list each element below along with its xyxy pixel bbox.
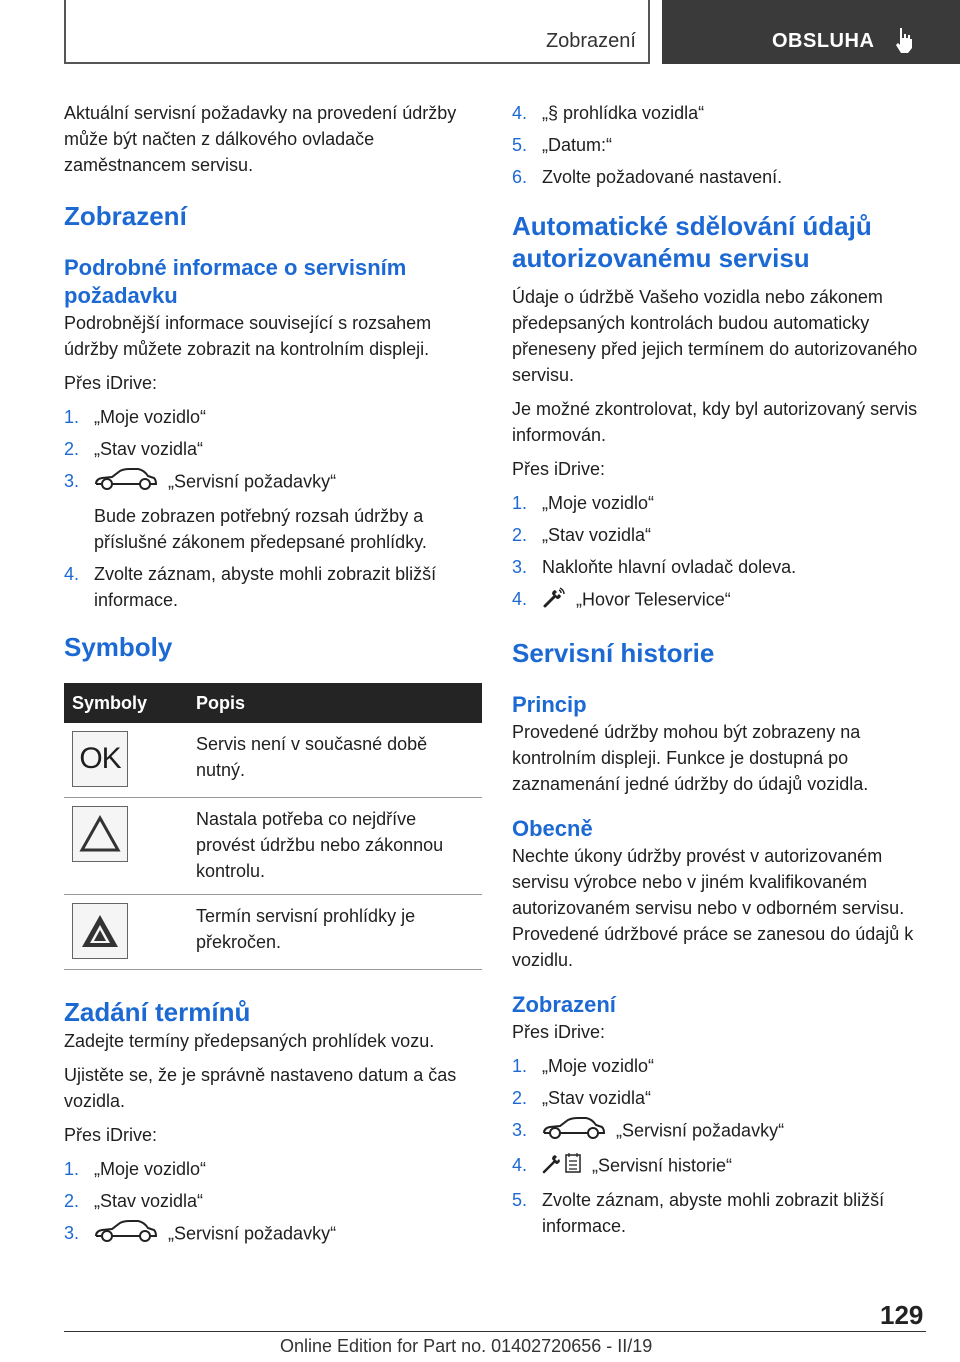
heading-display: Zobrazení <box>512 992 616 1017</box>
dates-text-1: Zadejte termíny předepsaných prohlídek vozu. <box>64 1031 435 1051</box>
list-item: 2. „Stav vozidla“ <box>512 1088 652 1108</box>
intro-text: Aktuální servisní požadavky na provedení údržby může být načten z dálkového ovladače zaměstnancem servisu. <box>64 103 457 175</box>
heading-symbols: Symboly <box>64 632 173 662</box>
list-item: 5. Zvolte záznam, abyste mohli zobrazit bližší informace. <box>512 1190 885 1236</box>
header-section-title: Zobrazení <box>545 30 636 52</box>
heading-general: Obecně <box>512 816 593 841</box>
chapter-label: OBSLUHA <box>772 30 875 52</box>
symbols-table <box>64 683 482 970</box>
steps-list <box>512 100 926 190</box>
pointing-hand-icon <box>894 26 914 59</box>
auto-text-2: Je možné zkontrolovat, kdy byl autorizovaný servis informován. <box>512 399 918 445</box>
heading-dates: Zadání termínů <box>64 997 251 1027</box>
car-icon <box>94 468 158 497</box>
list-item: 2. „Stav vozidla“ <box>64 439 204 459</box>
page-number: 129 <box>880 1300 924 1330</box>
table-row: Termín servisní prohlídky je překročen. <box>64 895 482 970</box>
heading-principle: Princip <box>512 692 587 717</box>
via-idrive: Přes iDrive: <box>64 373 158 393</box>
list-item: 3. „Servisní požadavky“ Bude zobrazen potřebný rozsah údržby a příslušné zákonem předepsané prohlídky. <box>64 468 482 555</box>
list-item: 6. Zvolte požadované nastavení. <box>512 167 783 187</box>
heading-display: Zobrazení <box>64 201 187 231</box>
footer-edition: Online Edition for Part no. 01402720656 - II/19 <box>280 1336 653 1356</box>
via-idrive-2: Přes iDrive: <box>64 1125 158 1145</box>
wrench-signal-icon <box>542 586 566 615</box>
list-item: 5. „Datum:“ <box>512 135 613 155</box>
header-chapter-tab <box>662 0 960 64</box>
table-header: Symboly <box>64 683 188 723</box>
list-item: 2. „Stav vozidla“ <box>64 1191 204 1211</box>
steps-list <box>64 404 482 613</box>
list-item: 4. „§ prohlídka vozidla“ <box>512 103 705 123</box>
list-item: 1. „Moje vozidlo“ <box>64 407 207 427</box>
via-idrive-2: Přes iDrive: <box>512 1022 606 1042</box>
details-text: Podrobnější informace související s rozsahem údržby můžete zobrazit na kontrolním displeji. <box>64 313 432 359</box>
step-sub-text: Bude zobrazen potřebný rozsah údržby a příslušné zákonem předepsané prohlídky. <box>94 506 427 552</box>
via-idrive: Přes iDrive: <box>512 459 606 479</box>
car-icon <box>542 1117 606 1146</box>
list-item: 4. Zvolte záznam, abyste mohli zobrazit bližší informace. <box>64 564 437 610</box>
triangle-exclamation-icon <box>72 903 128 959</box>
steps-list <box>64 1156 482 1249</box>
list-item: 2. „Stav vozidla“ <box>512 525 652 545</box>
heading-auto-transfer: Automatické sdělování údajů autorizovanému servisu <box>512 211 872 273</box>
triangle-outline-icon <box>72 806 128 862</box>
car-icon <box>94 1220 158 1249</box>
dates-text-2: Ujistěte se, že je správně nastaveno datum a čas vozidla. <box>64 1065 457 1111</box>
left-column <box>64 100 482 1255</box>
heading-details: Podrobné informace o servisním požadavku <box>64 255 407 308</box>
table-row: Nastala potřeba co nejdříve provést údržbu nebo zákonnou kontrolu. <box>64 798 482 895</box>
right-column <box>512 100 926 1245</box>
table-row: OK Servis není v současné době nutný. <box>64 723 482 798</box>
list-item: 4. „Hovor Teleservice“ <box>512 586 926 615</box>
list-item: 3. „Servisní požadavky“ <box>512 1117 926 1146</box>
list-item: 3. „Servisní požadavky“ <box>64 1220 482 1249</box>
footer-rule <box>64 1331 926 1332</box>
principle-text: Provedené údržby mohou být zobrazeny na kontrolním displeji. Funkce je dostupná po zaznamenání jedné údržby do údajů vozidla. <box>512 722 869 794</box>
auto-text-1: Údaje o údržbě Vašeho vozidla nebo zákonem předepsaných kontrolách budou automaticky přeneseny před jejich termínem do autorizovaného servisu. <box>512 287 918 385</box>
ok-symbol: OK <box>72 731 128 787</box>
list-item: 1. „Moje vozidlo“ <box>512 493 655 513</box>
steps-list <box>512 1053 926 1239</box>
general-text: Nechte úkony údržby provést v autorizovaném servisu výrobce nebo v jiném kvalifikovaném autorizovaném servisu nebo v odborném servisu. Provedené údržbové práce se zanesou do údajů k vozidlu. <box>512 846 914 970</box>
list-item: 4. „Servisní historie“ <box>512 1152 926 1181</box>
heading-service-history: Servisní historie <box>512 638 715 668</box>
list-item: 3. Nakloňte hlavní ovladač doleva. <box>512 557 797 577</box>
table-header: Popis <box>188 683 482 723</box>
service-history-icon <box>542 1152 582 1181</box>
list-item: 1. „Moje vozidlo“ <box>512 1056 655 1076</box>
steps-list <box>512 490 926 615</box>
list-item: 1. „Moje vozidlo“ <box>64 1159 207 1179</box>
